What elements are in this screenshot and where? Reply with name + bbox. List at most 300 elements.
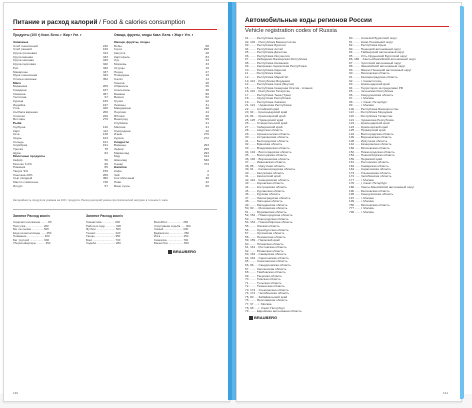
region-row: 39, 91 .... Калининградская область xyxy=(245,167,296,172)
region-row: 35 ........ Вологодская область xyxy=(245,153,287,158)
food-kcal: 97 xyxy=(104,95,108,100)
food-name: Рис xyxy=(13,66,19,70)
region-row: 90 ........ Московская область xyxy=(349,71,390,76)
region-row: 186 ...... Ханты-Мансийский автономный округ xyxy=(349,184,415,189)
food-kcal: 279 xyxy=(102,117,108,122)
food-kcal: 159 xyxy=(102,169,108,174)
food-name: Морковь xyxy=(114,63,127,67)
activity-row: Скакалка ................... 700 xyxy=(154,237,189,242)
food-name: Молочные продукты xyxy=(13,155,46,159)
food-kcal: 272 xyxy=(203,135,209,140)
food-kcal: 246 xyxy=(102,43,108,48)
food-name: Рыба xyxy=(13,122,22,126)
region-row: 65 ........ Сахалинская область xyxy=(245,259,288,264)
food-kcal: 15 xyxy=(205,65,209,70)
food-kcal: 209 xyxy=(102,84,108,89)
region-row: 85 ........ Усть-Ордынский Бурятский округ xyxy=(349,53,408,58)
food-kcal: 374 xyxy=(203,161,209,166)
food-kcal: 346 xyxy=(102,106,108,111)
region-row: 97 ........ г. Москва xyxy=(349,96,374,101)
region-row: 23, 93 .... Краснодарский край xyxy=(245,110,288,115)
food-name: Карп xyxy=(13,129,20,133)
page-number-right: 131 xyxy=(443,391,449,395)
food-name: Крупа овсяная xyxy=(13,59,34,63)
food-name: Картофель xyxy=(114,55,130,59)
title-rule xyxy=(13,29,217,30)
region-row: 76 ........ Ярославская область xyxy=(245,298,288,303)
food-name: Персики xyxy=(114,111,127,115)
region-row: 134 ...... Волгоградская область xyxy=(349,131,394,136)
region-row: 164 ...... Саратовская область xyxy=(349,167,392,172)
food-kcal: 333 xyxy=(102,54,108,59)
page-number-left: 130 xyxy=(13,391,19,395)
note-rule xyxy=(13,209,217,210)
region-row: 87 ........ Чукотский автономный округ xyxy=(349,60,402,65)
food-name: Свинина xyxy=(13,92,26,96)
region-row: 30 ........ Астраханская область xyxy=(245,135,289,140)
region-row: 125 ...... Приморский край xyxy=(349,128,386,133)
food-kcal: 42 xyxy=(205,180,209,185)
food-name: Лук xyxy=(114,59,119,63)
activity-row: Спортивная ходьба ..... 400 xyxy=(154,223,191,228)
brand-mark-icon xyxy=(249,316,253,320)
region-row: 22 ........ Алтайский край xyxy=(245,106,279,111)
food-kcal: 540 xyxy=(203,158,209,162)
region-row: 09 ........ Карачаево-Черкесская Республика xyxy=(245,64,307,69)
food-name: Зефир xyxy=(114,147,124,151)
region-row: 196 ...... Свердловская область xyxy=(349,192,394,197)
region-row: 82 ........ Республика Крым xyxy=(349,43,386,48)
region-row: 10 ........ Республика Карелия xyxy=(245,67,287,72)
region-row: 57 ........ Орловская область xyxy=(245,231,285,236)
region-row: 28 ........ Амурская область xyxy=(245,128,283,133)
region-row: 40 ........ Калужская область xyxy=(245,170,285,175)
activity-list-b xyxy=(86,221,121,246)
region-row: 102 ...... Республика Башкортостан xyxy=(349,106,399,111)
food-title xyxy=(13,19,185,26)
food-kcal: 78 xyxy=(104,146,108,151)
region-row: 16, 116 .. Республика Татарстан xyxy=(245,89,291,94)
region-row: 41 ........ Камчатский край xyxy=(245,174,281,179)
food-kcal: 260 xyxy=(102,110,108,115)
food-name: Салат xyxy=(114,77,123,81)
activity-row: Работа в саду ............ 300 xyxy=(86,223,121,228)
food-name: Сыр твердый xyxy=(13,177,33,181)
region-row: 136 ...... Воронежская область xyxy=(349,135,392,140)
food-name: Изюм xyxy=(114,133,123,137)
food-kcal: 206 xyxy=(102,172,108,177)
region-row: 93 ........ Краснодарский край xyxy=(349,82,390,87)
region-row: 58 ........ Пензенская область xyxy=(245,234,286,239)
region-row: 77, 97 .... г. Москва xyxy=(245,302,272,307)
regions-title-rule xyxy=(245,26,449,27)
region-row: 45 ........ Курганская область xyxy=(245,188,285,193)
region-row: 99 ........ г. Москва xyxy=(349,103,374,108)
food-name: Бананы xyxy=(114,92,126,96)
region-row: 24, 84 .... Красноярский край xyxy=(245,114,286,119)
food-name: Кефир xyxy=(13,159,23,162)
region-row: 73, 173 .. Ульяновская область xyxy=(245,287,289,292)
region-row: 96 ........ Свердловская область xyxy=(349,92,394,97)
food-kcal: 58 xyxy=(205,43,209,48)
food-name: Крупа перловая xyxy=(13,63,36,67)
activity-row: Гимнастика ............... 300 xyxy=(86,220,121,224)
region-row: 92 ........ г. Севастополь xyxy=(349,78,382,83)
region-row: 51 ........ Мурманская область xyxy=(245,209,287,214)
region-row: 174 ...... Челябинская область xyxy=(349,174,392,179)
region-row: 21, 121 .. Чувашская Республика xyxy=(245,103,292,108)
region-row: 91 ........ Калининградская область xyxy=(349,75,398,80)
food-name: Крупа гречневая xyxy=(13,52,37,56)
region-row: 34, 134 .. Волгоградская область xyxy=(245,149,292,154)
food-name: Окунь xyxy=(13,136,22,140)
food-name: Вино сухое xyxy=(114,184,131,188)
region-row: 59, 159 .. Пермский край xyxy=(245,238,280,243)
food-name: Перец xyxy=(114,70,124,74)
region-row: 68 ........ Тамбовская область xyxy=(245,270,286,275)
region-row: 67 ........ Смоленская область xyxy=(245,266,287,271)
activity-row: Баскетбол .................. 500 xyxy=(154,241,189,245)
region-row: 25, 125 .. Приморский край xyxy=(245,117,284,122)
activity-row: Йога ........................... 250 xyxy=(154,234,189,238)
region-row: 12 ........ Республика Марий Эл xyxy=(245,75,289,80)
food-kcal: 293 xyxy=(203,150,209,155)
food-kcal: 56 xyxy=(104,158,108,162)
food-name: Мандарины xyxy=(114,107,131,111)
activity-row: Теннис ....................... 420 xyxy=(86,230,121,235)
region-row: 33 ........ Владимирская область xyxy=(245,145,290,150)
food-kcal: 313 xyxy=(102,51,108,56)
region-row: 121 ...... Чувашская Республика xyxy=(349,117,394,122)
food-kcal: 27 xyxy=(205,69,209,74)
region-row: 08 ........ Республика Калмыкия xyxy=(245,60,289,65)
food-name: Мука пшеничная xyxy=(13,74,38,78)
region-row: 60 ........ Псковская область xyxy=(245,241,284,246)
food-kcal: 226 xyxy=(102,113,108,118)
food-name: Скумбрия xyxy=(13,144,28,148)
food-name: Ветчина xyxy=(13,118,25,122)
food-name: Свекла xyxy=(114,81,125,85)
region-row: 19 ........ Республика Хакасия xyxy=(245,99,286,104)
food-name: Злаковые xyxy=(13,41,29,44)
activity-list-a xyxy=(13,221,51,246)
food-name: Мясо xyxy=(13,81,21,85)
region-row: 197 ...... г. Москва xyxy=(349,195,374,200)
region-row: 55 ........ Омская область xyxy=(245,223,280,228)
food-name: Крупа манная xyxy=(13,55,33,59)
regions-title: Автомобильные коды регионов России xyxy=(245,17,372,24)
food-kcal: 320 xyxy=(102,62,108,67)
food-kcal: 360 xyxy=(102,176,108,181)
activity-header-a: Занятие Расход ккал/ч xyxy=(13,214,50,218)
food-kcal: 187 xyxy=(102,87,108,92)
region-row: 75, 80 .... Забайкальский край xyxy=(245,294,288,299)
food-name: Кофе xyxy=(114,170,122,174)
brand-logo-text: BRAUBERG xyxy=(254,315,278,320)
region-row: 799 ...... г. Москва xyxy=(349,209,374,214)
region-row: 95 ........ Чеченская Республика xyxy=(349,89,394,94)
region-row: 70 ........ Томская область xyxy=(245,277,281,282)
activity-row: Волейбол .................. 250 xyxy=(154,220,189,224)
food-name: Чай xyxy=(114,173,120,177)
region-row: 78, 98 .... г. Санкт-Петербург xyxy=(245,305,285,310)
brand-mark-icon xyxy=(168,250,172,254)
food-kcal: 46 xyxy=(205,113,209,118)
region-row: 150 ...... Московская область xyxy=(349,145,390,150)
region-row: 83 ........ Ненецкий автономный округ xyxy=(349,46,401,51)
region-row: 11 ........ Республика Коми xyxy=(245,71,282,76)
food-name: Сок яблочный xyxy=(114,177,135,181)
region-row: 66, 96 .... Свердловская область xyxy=(245,263,291,267)
food-name: Ряженка xyxy=(13,166,26,170)
regions-column-b xyxy=(349,37,451,214)
region-row: 80 ........ Агинский Бурятский округ xyxy=(349,36,398,40)
food-name: Груши xyxy=(114,100,123,103)
food-kcal: 38 xyxy=(205,176,209,181)
activity-row: Футбол ....................... 500 xyxy=(86,227,121,231)
region-row: 52, 152 .. Нижегородская область xyxy=(245,213,293,218)
food-name: Апельсины xyxy=(114,88,130,92)
food-kcal: 33 xyxy=(205,62,209,67)
food-kcal: 66 xyxy=(205,183,209,188)
region-row: 89 ........ Ямало-Ненецкий автономный округ xyxy=(349,67,412,72)
region-row: 81 ........ Коми-Пермяцкий округ xyxy=(349,39,394,44)
region-row: 69 ........ Тверская область xyxy=(245,273,282,278)
food-kcal: 38 xyxy=(205,106,209,111)
region-row: 14 ........ Республика Саха (Якутия) xyxy=(245,82,295,87)
region-row: 113 ...... Республика Мордовия xyxy=(349,110,393,115)
food-name: Колбаса вареная xyxy=(13,111,38,115)
activity-row: Хоккей ....................... 600 xyxy=(154,227,189,231)
food-kcal: 31 xyxy=(205,102,209,107)
region-row: 777 ...... г. Москва xyxy=(349,206,374,211)
food-kcal: 41 xyxy=(205,124,209,129)
region-row: 61, 161 .. Ростовская область xyxy=(245,245,287,250)
region-row: 54, 154 .. Новосибирская область xyxy=(245,220,293,225)
region-row: 154 ...... Новосибирская область xyxy=(349,153,395,158)
food-kcal: 42 xyxy=(205,99,209,103)
activity-row: Езда на велосипеде ...... 450 xyxy=(13,230,52,235)
food-table-header-b: Овощи, фрукты, ягоды Ккал. Белк. г Жир г Угл. г xyxy=(114,33,194,37)
food-kcal: 314 xyxy=(203,154,209,159)
region-row: 84 ........ Таймырский автономный округ xyxy=(349,50,405,55)
food-name: Говядина xyxy=(13,88,27,92)
region-row: 43 ........ Кировская область xyxy=(245,181,284,186)
region-row: 38, 85 .... Иркутская область xyxy=(245,163,286,168)
region-row: 98 ........ г. Санкт-Петербург xyxy=(349,99,388,104)
region-row: 116 ...... Республика Татарстан xyxy=(349,114,393,119)
food-kcal: 2 xyxy=(207,169,209,174)
region-row: 124 ...... Красноярский край xyxy=(349,124,388,129)
food-kcal: 44 xyxy=(205,110,209,115)
region-row: 36, 136 .. Воронежская область xyxy=(245,156,290,161)
food-kcal: 112 xyxy=(103,128,108,133)
food-kcal: 43 xyxy=(205,58,209,63)
food-name: Клубника xyxy=(114,122,128,126)
food-name: Овощи, фрукты, ягоды xyxy=(114,41,150,44)
food-column-b xyxy=(114,41,209,189)
food-name: Творог 9% xyxy=(13,170,28,174)
brand-logo-text: BRAUBERG xyxy=(173,249,197,254)
region-row: 13, 113 .. Республика Мордовия xyxy=(245,78,291,83)
food-kcal: 190 xyxy=(102,47,108,52)
region-row: 31 ........ Белгородская область xyxy=(245,138,289,143)
activity-row: Прогулка ..................... 200 xyxy=(13,223,49,228)
food-kcal: 89 xyxy=(205,91,209,96)
food-row xyxy=(114,185,209,189)
region-row: 142 ...... Кемеровская область xyxy=(349,142,392,147)
region-row: 94 ........ Территории за пределами РФ xyxy=(349,85,404,90)
region-row: 27 ........ Хабаровский край xyxy=(245,124,283,129)
regions-column-a xyxy=(245,37,345,314)
region-row: 06 ........ Республика Ингушетия xyxy=(245,53,290,58)
food-kcal: 19 xyxy=(205,73,209,78)
food-name: Лимоны xyxy=(114,103,126,107)
food-name: Хлеб пшеничный xyxy=(13,44,38,48)
region-row: 48 ........ Липецкая область xyxy=(245,199,283,204)
region-row: 46 ........ Курская область xyxy=(245,192,281,197)
region-row: 18 ........ Удмуртская Республика xyxy=(245,96,291,101)
food-name: Индейка xyxy=(13,103,26,107)
food-name: Молоко 3,2% xyxy=(13,162,32,166)
food-kcal: 138 xyxy=(102,132,108,137)
region-row: 63, 163 .. Самарская область xyxy=(245,252,287,257)
food-name: Варенье xyxy=(114,144,127,148)
region-row: 53 ........ Новгородская область xyxy=(245,216,289,221)
food-title-en: / Food & calories consumption xyxy=(97,19,186,26)
activity-row: Сидячая положение ........ 80 xyxy=(13,220,52,224)
region-row: 86, 186 .. Ханты-Мансийский автономный округ xyxy=(349,57,417,62)
food-name: Йогурт xyxy=(13,184,23,188)
activity-header-b: Занятие Расход ккал/ч xyxy=(86,214,123,218)
food-name: Макароны xyxy=(13,70,28,74)
region-row: 04 ........ Республика Алтай xyxy=(245,46,283,51)
region-row: 79 ........ Еврейская автономная область xyxy=(245,309,302,314)
food-kcal: 352 xyxy=(102,76,108,81)
food-kcal: 103 xyxy=(102,135,108,140)
activity-list-c xyxy=(154,221,191,246)
region-row: 64, 164 .. Саратовская область xyxy=(245,255,289,260)
region-row: 32 ........ Брянская область xyxy=(245,142,283,147)
region-row: 44 ........ Костромская область xyxy=(245,184,288,189)
food-name: Шоколад xyxy=(114,159,127,162)
region-row: 71 ........ Тульская область xyxy=(245,280,282,285)
food-name: Сельдь xyxy=(13,140,24,144)
region-row: 15 ........ Республика Северная Осетия - Алания xyxy=(245,85,313,90)
left-page xyxy=(3,2,230,402)
food-kcal: 337 xyxy=(102,69,108,74)
food-name: Пиво xyxy=(114,181,122,185)
food-kcal: 84 xyxy=(104,150,108,155)
region-row: 50, 90 .... Московская область xyxy=(245,206,288,211)
food-kcal: 69 xyxy=(205,117,209,122)
food-name: Помидоры xyxy=(114,74,130,78)
food-kcal: 276 xyxy=(203,132,209,137)
region-row: 47 ........ Ленинградская область xyxy=(245,195,291,200)
region-row: 26 ........ Ставропольский край xyxy=(245,121,288,126)
food-name: Вишня xyxy=(114,96,124,100)
food-name: Сахар xyxy=(114,162,123,166)
food-kcal: 83 xyxy=(205,54,209,59)
food-name: Смородина xyxy=(114,129,131,133)
region-row: 190 ...... Московская область xyxy=(349,188,390,193)
region-row: 29 ........ Архангельская область xyxy=(245,131,290,136)
food-kcal: 60 xyxy=(104,161,108,166)
brand-logo-left xyxy=(168,249,196,254)
activity-row: Бадминтон ................. 350 xyxy=(154,230,189,235)
food-name: Горбуша xyxy=(13,125,26,129)
food-name: Щука xyxy=(13,151,21,155)
region-row: 17 ........ Республика Тыва (Тува) xyxy=(245,92,291,97)
food-name: Утка xyxy=(13,107,20,111)
activity-row: Бокс ........................... 700 xyxy=(86,237,121,242)
region-row: 74, 174 .. Челябинская область xyxy=(245,291,290,296)
food-kcal: 52 xyxy=(205,95,209,100)
food-kcal: 748 xyxy=(102,180,108,185)
food-kcal: 345 xyxy=(102,58,108,63)
food-name: Баранина xyxy=(13,85,28,89)
activity-row: Плавание ..................... 400 xyxy=(13,234,50,238)
food-name: Курица xyxy=(13,100,24,103)
food-kcal: 263 xyxy=(203,143,209,148)
region-row: 62 ........ Рязанская область xyxy=(245,248,284,253)
region-row: 72 ........ Тюменская область xyxy=(245,284,285,289)
food-name: Огурцы xyxy=(114,66,125,70)
region-row: 138 ...... Иркутская область xyxy=(349,138,388,143)
food-name: Сосиски xyxy=(13,114,25,118)
food-kcal: 161 xyxy=(102,139,108,144)
food-kcal: 41 xyxy=(205,121,209,126)
region-row: 161 ...... Ростовская область xyxy=(349,160,390,165)
food-name: Абрикосы xyxy=(114,85,129,89)
activity-row: Танцы ........................ 350 xyxy=(86,234,121,238)
region-row: 07 ........ Кабардино-Балкарская Республика xyxy=(245,57,308,62)
activity-row: Бег трусцой ................. 600 xyxy=(13,237,50,242)
food-name: Курага xyxy=(114,136,124,140)
food-kcal: 165 xyxy=(102,99,108,103)
region-row: 42, 142 .. Кемеровская область xyxy=(245,177,290,182)
region-row: 88 ........ Эвенкийский автономный округ xyxy=(349,64,406,69)
food-kcal: 191 xyxy=(102,143,108,148)
region-row: 123 ...... Краснодарский край xyxy=(349,121,390,126)
food-row xyxy=(13,185,108,189)
region-row: 05 ........ Республика Дагестан xyxy=(245,50,287,55)
food-name: Капуста xyxy=(114,52,126,56)
brand-logo-right xyxy=(249,315,277,320)
food-name: Мед xyxy=(114,155,121,159)
food-kcal: 299 xyxy=(203,146,209,151)
region-row: 163 ...... Самарская область xyxy=(349,163,389,168)
food-name: Телятина xyxy=(13,96,27,100)
food-kcal: 40 xyxy=(205,128,209,133)
food-column-a xyxy=(13,41,108,189)
region-row: 152 ...... Нижегородская область xyxy=(349,149,395,154)
region-row: 03 ........ Республика Бурятия xyxy=(245,43,286,48)
food-name: Напитки xyxy=(114,166,127,170)
food-name: Сметана 20% xyxy=(13,173,33,177)
food-kcal: 85 xyxy=(104,165,108,170)
food-kcal: 197 xyxy=(102,102,108,107)
food-name: Кета xyxy=(13,133,20,137)
food-kcal: 330 xyxy=(102,65,108,70)
food-name: Хлеб ржаной xyxy=(13,48,32,52)
food-name: Малина xyxy=(114,125,126,129)
food-name: Мармелад xyxy=(114,151,130,155)
food-kcal: 46 xyxy=(205,84,209,89)
food-name: Масло сливочное xyxy=(13,181,39,185)
region-row: 178 ...... г. Санкт-Петербург xyxy=(349,181,388,186)
food-kcal: 57 xyxy=(104,183,108,188)
